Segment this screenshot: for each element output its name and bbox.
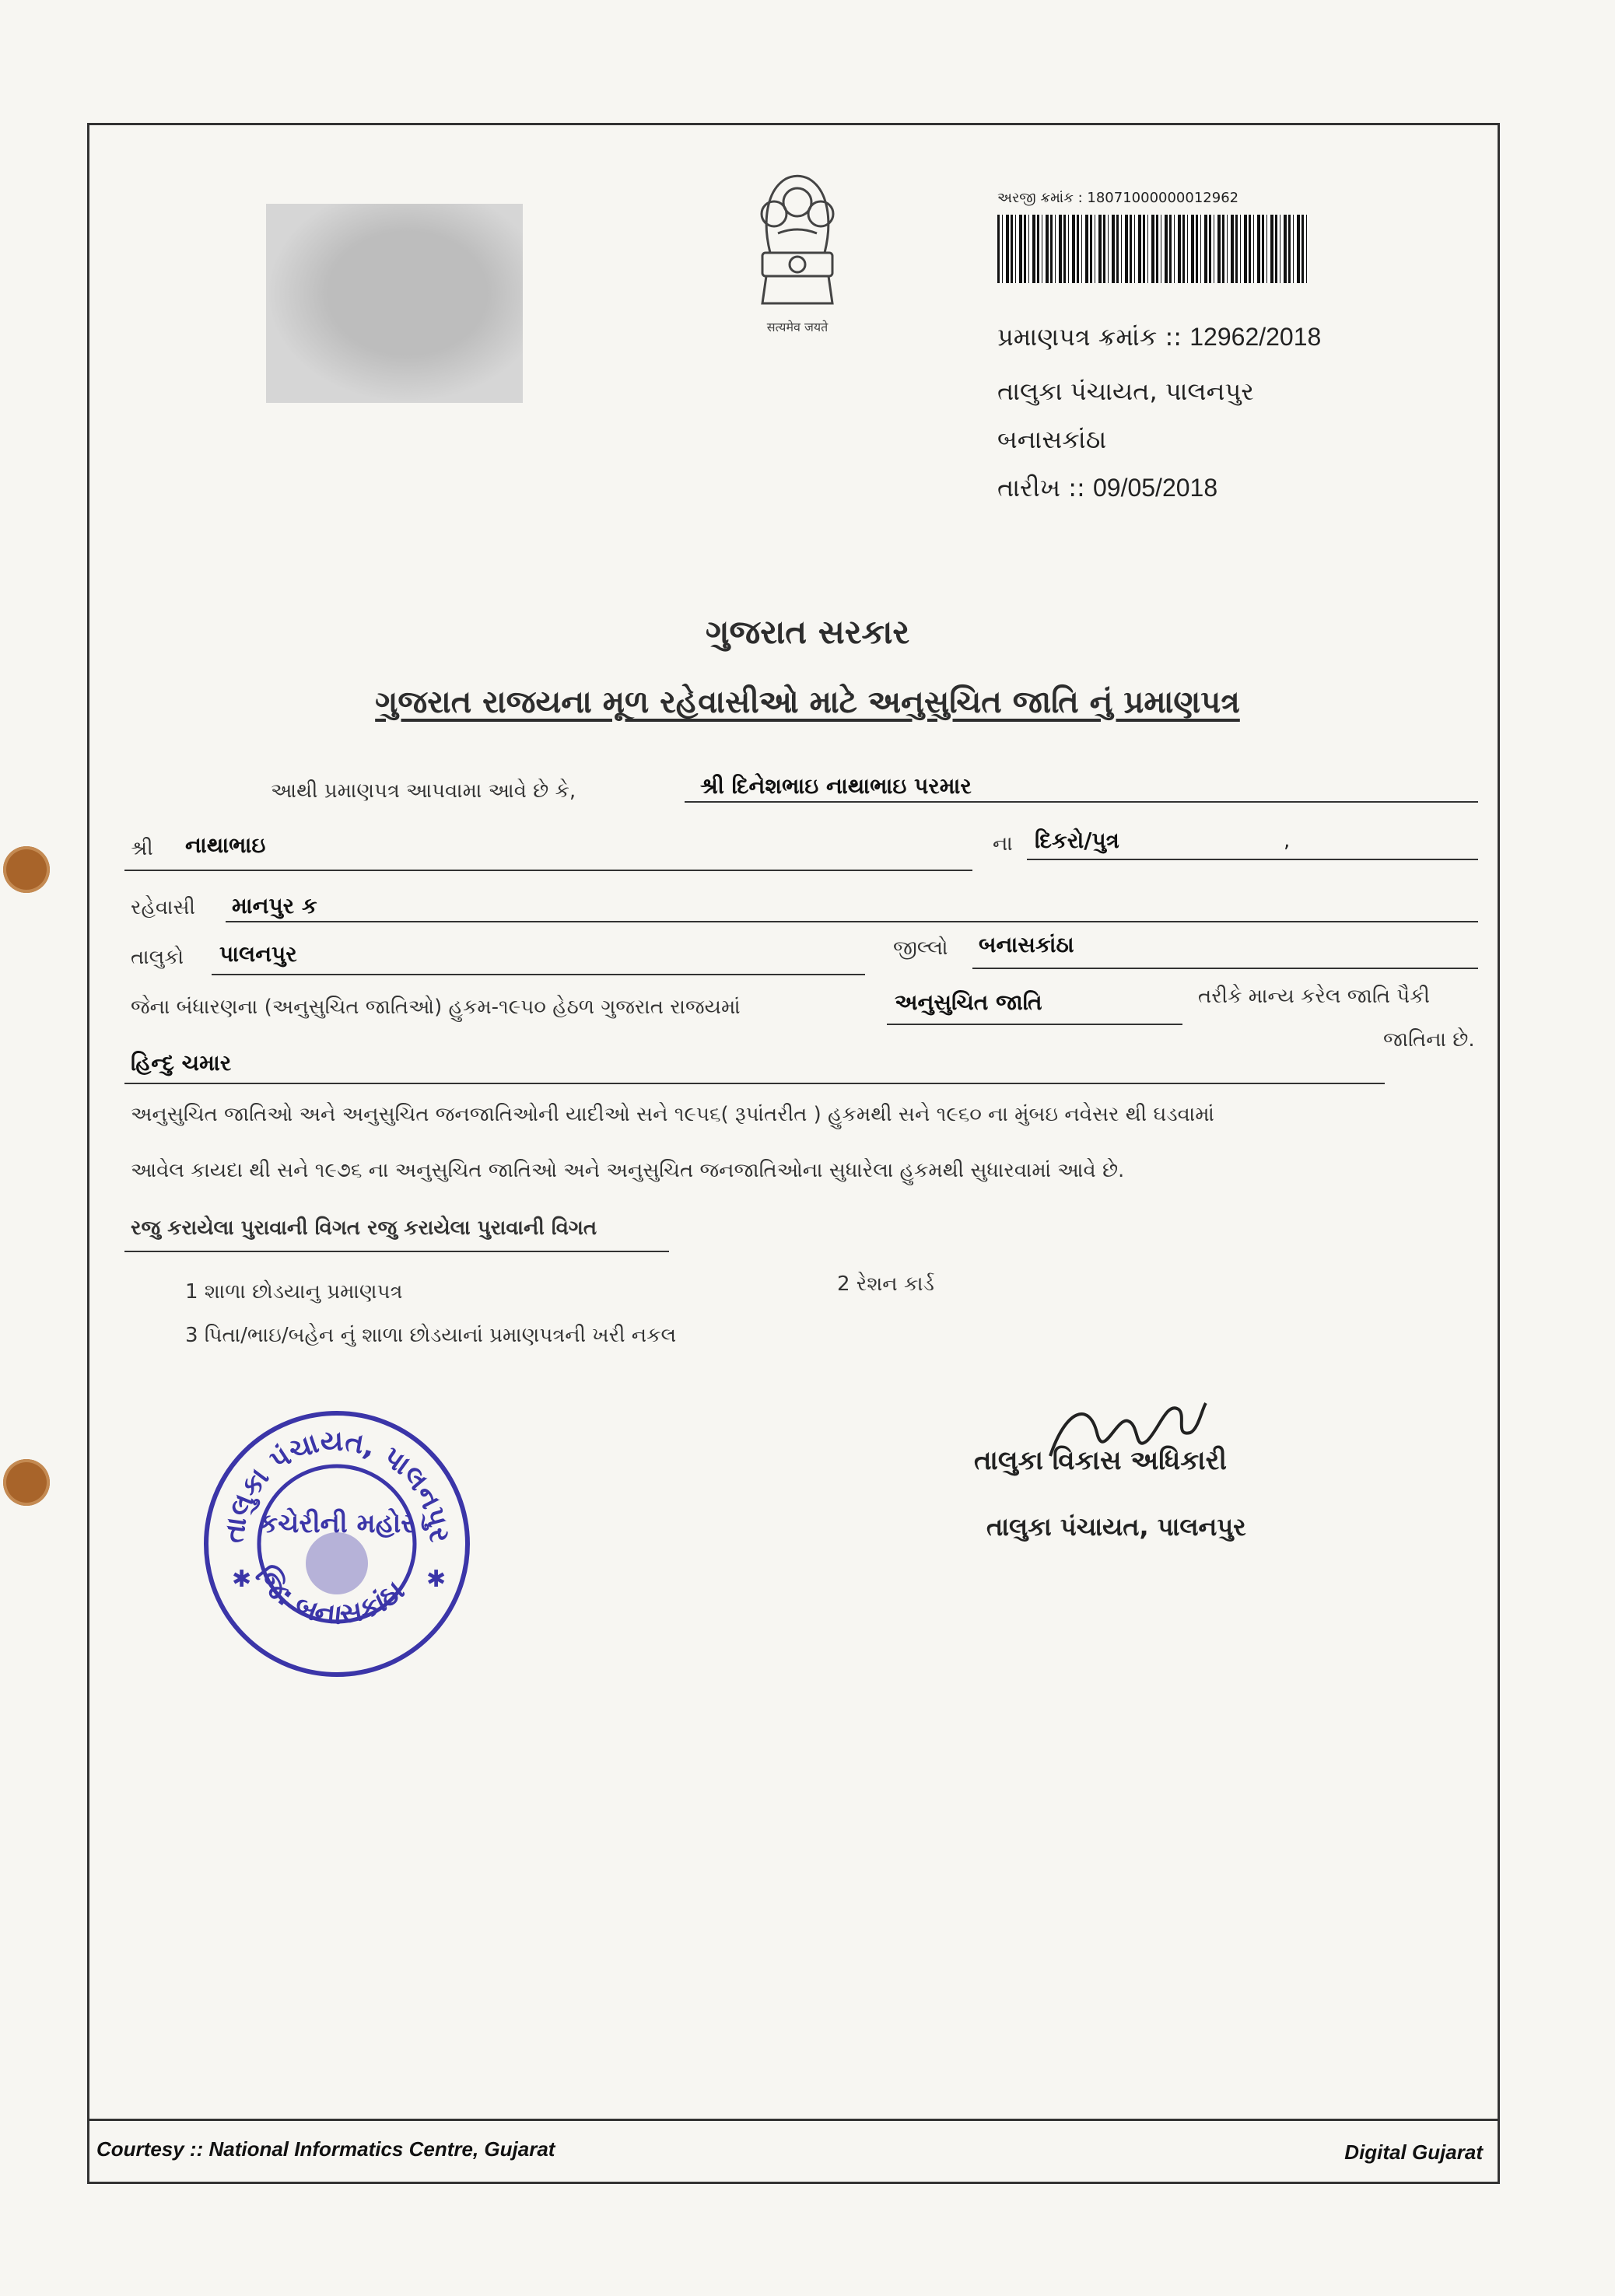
issued-to-label: આથી પ્રમાણપત્ર આપવામા આવે છે કે, — [271, 779, 576, 803]
certificate-number-label: પ્રમાણપત્ર ક્રમાંક — [997, 322, 1158, 352]
evidence-item: 3 પિતા/ભાઇ/બહેન નું શાળા છોડયાનાં પ્રમાણપત્રની ખરી નકલ — [185, 1324, 677, 1347]
punch-hole — [3, 1459, 50, 1506]
issue-date-line — [997, 473, 1217, 503]
seal-top-text: તાલુકા પંચાયત, પાલનપુર — [218, 1425, 456, 1545]
underline — [124, 870, 972, 871]
issued-to-name: શ્રી દિનેશભાઇ નાથાભાઇ પરમાર — [700, 773, 972, 799]
evidence-item: 1 શાળા છોડયાનુ પ્રમાણપત્ર — [185, 1280, 403, 1304]
separator: :: — [1068, 473, 1085, 502]
certificate-border — [87, 123, 1500, 2184]
date-label: તારીખ — [997, 473, 1061, 502]
document-title: ગુજરાત સરકાર — [705, 613, 910, 651]
emblem-motto: सत्यमेव जयते — [766, 320, 829, 334]
legal-paragraph-line2: આવેલ કાયદા થી સને ૧૯૭૬ ના અનુસુચિત જાતિઓ અને અનુસુચિત જનજાતિઓના સુધારેલા હુકમથી સુધારવામાં આવે છે. — [131, 1159, 1125, 1182]
certificate-number-line — [997, 322, 1321, 352]
underline — [124, 1083, 1385, 1084]
underline — [226, 921, 1478, 922]
district-label: જીલ્લો — [893, 936, 948, 960]
caste-value: હિન્દુ ચમાર — [131, 1050, 232, 1076]
relation-mark: , — [1284, 829, 1291, 852]
evidence-heading: રજુ કરાયેલા પુરાવાની વિગત રજુ કરાયેલા પુરાવાની વિગત — [131, 1216, 597, 1240]
applicant-photo — [266, 204, 523, 403]
underline — [124, 1251, 669, 1252]
signatory-office: તાલુકા પંચાયત, પાલનપુર — [986, 1512, 1246, 1542]
emblem-icon — [731, 159, 864, 315]
issuing-office: તાલુકા પંચાયત, પાલનપુર — [997, 376, 1254, 406]
issue-date: 09/05/2018 — [1092, 474, 1218, 502]
footer-courtesy: Courtesy :: National Informatics Centre, Gujarat — [96, 2137, 555, 2161]
seal-center-text: કચેરીની મહોર — [259, 1508, 415, 1539]
footer-divider — [87, 2119, 1500, 2121]
recognized-label: તરીકે માન્ય કરેલ જાતિ પૈકી — [1198, 985, 1430, 1008]
relation-value: દિકરો/પુત્ર — [1035, 828, 1119, 853]
underline — [685, 801, 1478, 803]
taluka-value: પાલનપુર — [219, 941, 297, 967]
caste-suffix: જાતિના છે. — [1383, 1028, 1475, 1052]
document-subtitle: ગુજરાત રાજયના મૂળ રહેવાસીઓ માટે અનુસુચિત જાતિ નું પ્રમાણપત્ર — [375, 684, 1240, 720]
relation-prefix: ના — [993, 832, 1013, 856]
office-seal — [201, 1408, 473, 1680]
svg-text:✱: ✱ — [426, 1566, 447, 1593]
resident-value: માનપુર ક — [232, 893, 317, 919]
underline — [1027, 859, 1478, 860]
father-prefix: શ્રી — [131, 837, 153, 860]
seal-bottom-text: જિ: બનાસકાંઠા — [248, 1559, 411, 1632]
evidence-item: 2 રેશન કાર્ડ — [837, 1272, 934, 1296]
national-emblem — [731, 159, 864, 338]
underline — [972, 968, 1478, 969]
order-label: જેના બંધારણના (અનુસુચિત જાતિઓ) હુકમ-૧૯૫૦ હેઠળ ગુજરાત રાજયમાં — [131, 996, 741, 1019]
legal-paragraph-line1: અનુસુચિત જાતિઓ અને અનુસુચિત જનજાતિઓની યાદીઓ સને ૧૯૫૬( રૂપાંતરીત ) હુકમથી સને ૧૯૬૦ ના મુંબઇ નવેસર થી ઘડવામાં — [131, 1103, 1214, 1126]
issuing-district: બનાસકાંઠા — [997, 425, 1107, 454]
underline — [887, 1024, 1182, 1025]
resident-label: રહેવાસી — [131, 896, 195, 919]
signatory-title: તાલુકા વિકાસ અધિકારી — [974, 1445, 1227, 1476]
svg-text:✱: ✱ — [232, 1566, 252, 1593]
district-value: બનાસકાંઠા — [979, 932, 1074, 957]
father-name: નાથાભાઇ — [185, 832, 266, 858]
category-value: અનુસુચિત જાતિ — [895, 989, 1042, 1015]
application-number: અરજી ક્રમાંક : 18071000000012962 — [997, 190, 1239, 206]
seal-icon — [201, 1408, 473, 1680]
barcode — [997, 215, 1308, 283]
punch-hole — [3, 846, 50, 893]
separator: :: — [1165, 322, 1182, 352]
taluka-label: તાલુકો — [131, 946, 184, 969]
underline — [212, 974, 865, 975]
certificate-number: 12962/2018 — [1189, 323, 1322, 351]
footer-brand: Digital Gujarat — [1344, 2140, 1483, 2164]
